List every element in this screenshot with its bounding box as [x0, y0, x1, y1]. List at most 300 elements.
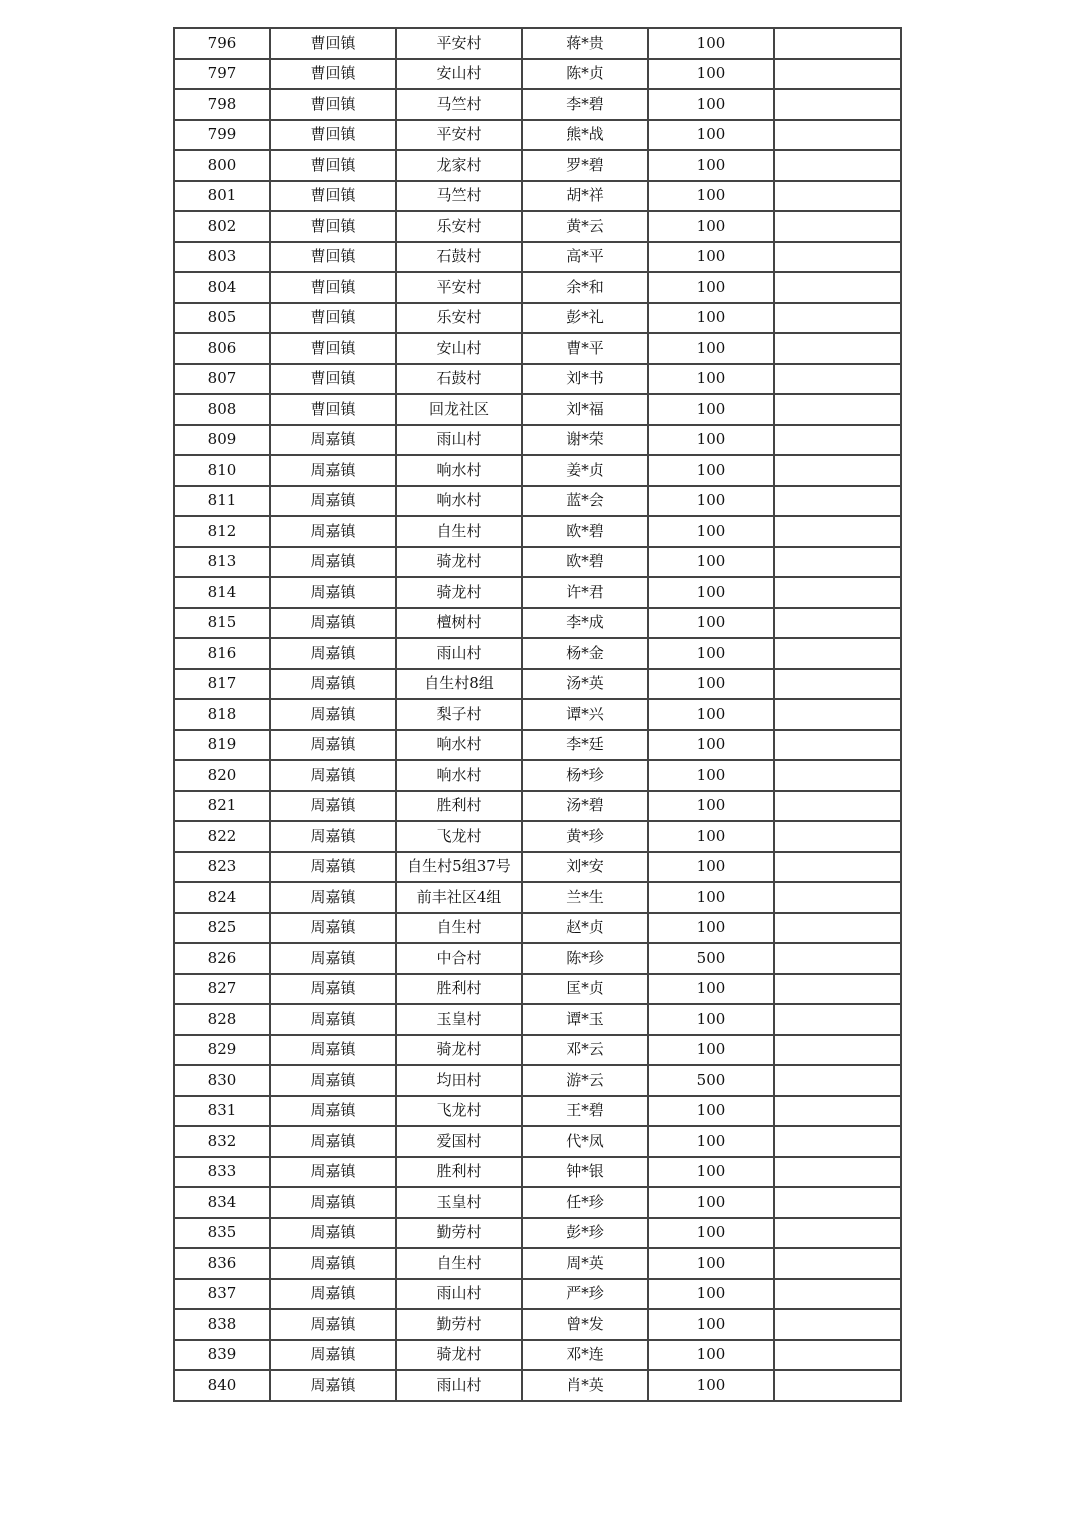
- amount-cell: 100: [648, 1279, 774, 1310]
- town-cell: 曹回镇: [270, 272, 396, 303]
- table-row: [174, 821, 901, 852]
- name-cell: 彭*珍: [522, 1218, 648, 1249]
- amount-cell: 100: [648, 974, 774, 1005]
- serial-number-cell: 814: [174, 577, 270, 608]
- table-row: [174, 272, 901, 303]
- amount-cell: 100: [648, 1340, 774, 1371]
- remark-cell: [774, 1218, 901, 1249]
- name-cell: 罗*碧: [522, 150, 648, 181]
- amount-cell: 100: [648, 272, 774, 303]
- village-cell: 勤劳村: [396, 1309, 522, 1340]
- town-cell: 曹回镇: [270, 59, 396, 90]
- serial-number-cell: 836: [174, 1248, 270, 1279]
- village-cell: 自生村: [396, 913, 522, 944]
- amount-cell: 100: [648, 791, 774, 822]
- village-cell: 平安村: [396, 28, 522, 59]
- amount-cell: 100: [648, 1218, 774, 1249]
- serial-number-cell: 831: [174, 1096, 270, 1127]
- village-cell: 石鼓村: [396, 242, 522, 273]
- town-cell: 周嘉镇: [270, 852, 396, 883]
- table-row: [174, 89, 901, 120]
- remark-cell: [774, 150, 901, 181]
- village-cell: 马竺村: [396, 181, 522, 212]
- serial-number-cell: 819: [174, 730, 270, 761]
- remark-cell: [774, 760, 901, 791]
- name-cell: 王*碧: [522, 1096, 648, 1127]
- village-cell: 飞龙村: [396, 1096, 522, 1127]
- town-cell: 周嘉镇: [270, 1309, 396, 1340]
- table-row: [174, 608, 901, 639]
- village-cell: 自生村: [396, 516, 522, 547]
- name-cell: 蒋*贵: [522, 28, 648, 59]
- table-row: [174, 913, 901, 944]
- name-cell: 谢*荣: [522, 425, 648, 456]
- town-cell: 曹回镇: [270, 181, 396, 212]
- amount-cell: 100: [648, 242, 774, 273]
- village-cell: 勤劳村: [396, 1218, 522, 1249]
- town-cell: 周嘉镇: [270, 1126, 396, 1157]
- remark-cell: [774, 730, 901, 761]
- amount-cell: 100: [648, 1004, 774, 1035]
- village-cell: 响水村: [396, 730, 522, 761]
- town-cell: 周嘉镇: [270, 821, 396, 852]
- name-cell: 严*珍: [522, 1279, 648, 1310]
- name-cell: 游*云: [522, 1065, 648, 1096]
- town-cell: 周嘉镇: [270, 455, 396, 486]
- serial-number-cell: 810: [174, 455, 270, 486]
- remark-cell: [774, 791, 901, 822]
- town-cell: 曹回镇: [270, 211, 396, 242]
- serial-number-cell: 839: [174, 1340, 270, 1371]
- serial-number-cell: 829: [174, 1035, 270, 1066]
- amount-cell: 100: [648, 577, 774, 608]
- remark-cell: [774, 882, 901, 913]
- serial-number-cell: 818: [174, 699, 270, 730]
- amount-cell: 100: [648, 821, 774, 852]
- serial-number-cell: 823: [174, 852, 270, 883]
- remark-cell: [774, 120, 901, 151]
- remark-cell: [774, 699, 901, 730]
- name-cell: 余*和: [522, 272, 648, 303]
- remark-cell: [774, 913, 901, 944]
- amount-cell: 100: [648, 89, 774, 120]
- name-cell: 李*廷: [522, 730, 648, 761]
- remark-cell: [774, 1096, 901, 1127]
- name-cell: 李*成: [522, 608, 648, 639]
- serial-number-cell: 827: [174, 974, 270, 1005]
- village-cell: 骑龙村: [396, 577, 522, 608]
- village-cell: 玉皇村: [396, 1187, 522, 1218]
- remark-cell: [774, 486, 901, 517]
- amount-cell: 100: [648, 1157, 774, 1188]
- amount-cell: 100: [648, 364, 774, 395]
- table-row: [174, 1065, 901, 1096]
- town-cell: 周嘉镇: [270, 1157, 396, 1188]
- village-cell: 响水村: [396, 455, 522, 486]
- remark-cell: [774, 1309, 901, 1340]
- serial-number-cell: 805: [174, 303, 270, 334]
- table-row: [174, 1309, 901, 1340]
- table-row: [174, 1035, 901, 1066]
- town-cell: 周嘉镇: [270, 943, 396, 974]
- amount-cell: 100: [648, 608, 774, 639]
- town-cell: 周嘉镇: [270, 760, 396, 791]
- name-cell: 彭*礼: [522, 303, 648, 334]
- serial-number-cell: 834: [174, 1187, 270, 1218]
- table-row: [174, 547, 901, 578]
- amount-cell: 100: [648, 760, 774, 791]
- amount-cell: 500: [648, 943, 774, 974]
- table-row: [174, 333, 901, 364]
- remark-cell: [774, 1340, 901, 1371]
- village-cell: 均田村: [396, 1065, 522, 1096]
- serial-number-cell: 806: [174, 333, 270, 364]
- amount-cell: 100: [648, 516, 774, 547]
- town-cell: 曹回镇: [270, 364, 396, 395]
- town-cell: 周嘉镇: [270, 791, 396, 822]
- table-row: [174, 943, 901, 974]
- serial-number-cell: 811: [174, 486, 270, 517]
- amount-cell: 100: [648, 150, 774, 181]
- table-row: [174, 1096, 901, 1127]
- village-cell: 雨山村: [396, 1370, 522, 1401]
- remark-cell: [774, 1065, 901, 1096]
- village-cell: 石鼓村: [396, 364, 522, 395]
- town-cell: 周嘉镇: [270, 1187, 396, 1218]
- village-cell: 自生村: [396, 1248, 522, 1279]
- table-row: [174, 28, 901, 59]
- town-cell: 周嘉镇: [270, 425, 396, 456]
- remark-cell: [774, 1004, 901, 1035]
- table-row: [174, 303, 901, 334]
- serial-number-cell: 798: [174, 89, 270, 120]
- village-cell: 平安村: [396, 120, 522, 151]
- village-cell: 梨子村: [396, 699, 522, 730]
- name-cell: 黄*云: [522, 211, 648, 242]
- remark-cell: [774, 211, 901, 242]
- name-cell: 欧*碧: [522, 547, 648, 578]
- amount-cell: 100: [648, 28, 774, 59]
- name-cell: 许*君: [522, 577, 648, 608]
- town-cell: 周嘉镇: [270, 1340, 396, 1371]
- remark-cell: [774, 852, 901, 883]
- village-cell: 马竺村: [396, 89, 522, 120]
- table-row: [174, 425, 901, 456]
- serial-number-cell: 822: [174, 821, 270, 852]
- remark-cell: [774, 394, 901, 425]
- table-row: [174, 486, 901, 517]
- serial-number-cell: 808: [174, 394, 270, 425]
- remark-cell: [774, 516, 901, 547]
- serial-number-cell: 803: [174, 242, 270, 273]
- village-cell: 回龙社区: [396, 394, 522, 425]
- name-cell: 任*珍: [522, 1187, 648, 1218]
- serial-number-cell: 800: [174, 150, 270, 181]
- table-row: [174, 120, 901, 151]
- remark-cell: [774, 1157, 901, 1188]
- amount-cell: 100: [648, 425, 774, 456]
- name-cell: 陈*贞: [522, 59, 648, 90]
- remark-cell: [774, 1370, 901, 1401]
- serial-number-cell: 824: [174, 882, 270, 913]
- serial-number-cell: 813: [174, 547, 270, 578]
- town-cell: 周嘉镇: [270, 699, 396, 730]
- table-row: [174, 791, 901, 822]
- serial-number-cell: 817: [174, 669, 270, 700]
- serial-number-cell: 830: [174, 1065, 270, 1096]
- remark-cell: [774, 943, 901, 974]
- town-cell: 曹回镇: [270, 242, 396, 273]
- serial-number-cell: 837: [174, 1279, 270, 1310]
- serial-number-cell: 835: [174, 1218, 270, 1249]
- town-cell: 周嘉镇: [270, 1370, 396, 1401]
- name-cell: 蓝*会: [522, 486, 648, 517]
- table-row: [174, 730, 901, 761]
- name-cell: 代*凤: [522, 1126, 648, 1157]
- village-cell: 骑龙村: [396, 1035, 522, 1066]
- town-cell: 曹回镇: [270, 394, 396, 425]
- serial-number-cell: 840: [174, 1370, 270, 1401]
- name-cell: 曹*平: [522, 333, 648, 364]
- serial-number-cell: 802: [174, 211, 270, 242]
- name-cell: 熊*战: [522, 120, 648, 151]
- village-cell: 骑龙村: [396, 1340, 522, 1371]
- town-cell: 周嘉镇: [270, 608, 396, 639]
- remark-cell: [774, 59, 901, 90]
- table-row: [174, 59, 901, 90]
- amount-cell: 100: [648, 1309, 774, 1340]
- serial-number-cell: 833: [174, 1157, 270, 1188]
- name-cell: 谭*玉: [522, 1004, 648, 1035]
- name-cell: 汤*英: [522, 669, 648, 700]
- name-cell: 邓*云: [522, 1035, 648, 1066]
- remark-cell: [774, 1248, 901, 1279]
- serial-number-cell: 816: [174, 638, 270, 669]
- town-cell: 周嘉镇: [270, 638, 396, 669]
- name-cell: 杨*珍: [522, 760, 648, 791]
- table-row: [174, 242, 901, 273]
- village-cell: 前丰社区4组: [396, 882, 522, 913]
- amount-cell: 100: [648, 1096, 774, 1127]
- serial-number-cell: 807: [174, 364, 270, 395]
- town-cell: 周嘉镇: [270, 577, 396, 608]
- town-cell: 曹回镇: [270, 28, 396, 59]
- remark-cell: [774, 1126, 901, 1157]
- serial-number-cell: 804: [174, 272, 270, 303]
- village-cell: 檀树村: [396, 608, 522, 639]
- serial-number-cell: 815: [174, 608, 270, 639]
- remark-cell: [774, 821, 901, 852]
- remark-cell: [774, 455, 901, 486]
- serial-number-cell: 828: [174, 1004, 270, 1035]
- village-cell: 胜利村: [396, 974, 522, 1005]
- remark-cell: [774, 181, 901, 212]
- town-cell: 周嘉镇: [270, 913, 396, 944]
- remark-cell: [774, 547, 901, 578]
- name-cell: 汤*碧: [522, 791, 648, 822]
- village-cell: 响水村: [396, 760, 522, 791]
- town-cell: 曹回镇: [270, 89, 396, 120]
- table-row: [174, 455, 901, 486]
- amount-cell: 100: [648, 486, 774, 517]
- table-row: [174, 699, 901, 730]
- table-row: [174, 1370, 901, 1401]
- serial-number-cell: 820: [174, 760, 270, 791]
- table-row: [174, 1004, 901, 1035]
- name-cell: 李*碧: [522, 89, 648, 120]
- name-cell: 姜*贞: [522, 455, 648, 486]
- village-cell: 飞龙村: [396, 821, 522, 852]
- table-row: [174, 882, 901, 913]
- table-row: [174, 1157, 901, 1188]
- serial-number-cell: 825: [174, 913, 270, 944]
- town-cell: 周嘉镇: [270, 669, 396, 700]
- name-cell: 周*英: [522, 1248, 648, 1279]
- village-cell: 自生村5组37号: [396, 852, 522, 883]
- remark-cell: [774, 1035, 901, 1066]
- amount-cell: 500: [648, 1065, 774, 1096]
- amount-cell: 100: [648, 394, 774, 425]
- village-cell: 乐安村: [396, 211, 522, 242]
- town-cell: 曹回镇: [270, 150, 396, 181]
- name-cell: 肖*英: [522, 1370, 648, 1401]
- data-table: [173, 27, 902, 1402]
- table-row: [174, 1126, 901, 1157]
- village-cell: 响水村: [396, 486, 522, 517]
- village-cell: 安山村: [396, 59, 522, 90]
- name-cell: 刘*安: [522, 852, 648, 883]
- table-row: [174, 394, 901, 425]
- name-cell: 兰*生: [522, 882, 648, 913]
- table-row: [174, 577, 901, 608]
- serial-number-cell: 826: [174, 943, 270, 974]
- village-cell: 胜利村: [396, 791, 522, 822]
- name-cell: 匡*贞: [522, 974, 648, 1005]
- amount-cell: 100: [648, 852, 774, 883]
- table-row: [174, 364, 901, 395]
- remark-cell: [774, 242, 901, 273]
- village-cell: 骑龙村: [396, 547, 522, 578]
- name-cell: 曾*发: [522, 1309, 648, 1340]
- amount-cell: 100: [648, 120, 774, 151]
- serial-number-cell: 797: [174, 59, 270, 90]
- town-cell: 周嘉镇: [270, 974, 396, 1005]
- amount-cell: 100: [648, 730, 774, 761]
- village-cell: 中合村: [396, 943, 522, 974]
- amount-cell: 100: [648, 455, 774, 486]
- town-cell: 曹回镇: [270, 120, 396, 151]
- town-cell: 周嘉镇: [270, 1248, 396, 1279]
- table-row: [174, 852, 901, 883]
- amount-cell: 100: [648, 882, 774, 913]
- name-cell: 高*平: [522, 242, 648, 273]
- town-cell: 曹回镇: [270, 303, 396, 334]
- remark-cell: [774, 577, 901, 608]
- village-cell: 雨山村: [396, 638, 522, 669]
- village-cell: 自生村8组: [396, 669, 522, 700]
- amount-cell: 100: [648, 669, 774, 700]
- table-row: [174, 760, 901, 791]
- amount-cell: 100: [648, 181, 774, 212]
- village-cell: 胜利村: [396, 1157, 522, 1188]
- table-row: [174, 181, 901, 212]
- town-cell: 周嘉镇: [270, 1096, 396, 1127]
- remark-cell: [774, 28, 901, 59]
- village-cell: 雨山村: [396, 1279, 522, 1310]
- village-cell: 玉皇村: [396, 1004, 522, 1035]
- amount-cell: 100: [648, 699, 774, 730]
- town-cell: 曹回镇: [270, 333, 396, 364]
- name-cell: 刘*福: [522, 394, 648, 425]
- village-cell: 安山村: [396, 333, 522, 364]
- name-cell: 黄*珍: [522, 821, 648, 852]
- serial-number-cell: 809: [174, 425, 270, 456]
- amount-cell: 100: [648, 1187, 774, 1218]
- table-row: [174, 1340, 901, 1371]
- remark-cell: [774, 333, 901, 364]
- table-row: [174, 974, 901, 1005]
- table-row: [174, 516, 901, 547]
- remark-cell: [774, 638, 901, 669]
- name-cell: 钟*银: [522, 1157, 648, 1188]
- table-body: [174, 28, 901, 1401]
- remark-cell: [774, 303, 901, 334]
- serial-number-cell: 796: [174, 28, 270, 59]
- amount-cell: 100: [648, 1126, 774, 1157]
- serial-number-cell: 801: [174, 181, 270, 212]
- name-cell: 杨*金: [522, 638, 648, 669]
- town-cell: 周嘉镇: [270, 486, 396, 517]
- serial-number-cell: 821: [174, 791, 270, 822]
- table-row: [174, 1187, 901, 1218]
- remark-cell: [774, 89, 901, 120]
- amount-cell: 100: [648, 913, 774, 944]
- town-cell: 周嘉镇: [270, 516, 396, 547]
- name-cell: 陈*珍: [522, 943, 648, 974]
- amount-cell: 100: [648, 333, 774, 364]
- town-cell: 周嘉镇: [270, 1065, 396, 1096]
- village-cell: 平安村: [396, 272, 522, 303]
- table-row: [174, 150, 901, 181]
- remark-cell: [774, 669, 901, 700]
- amount-cell: 100: [648, 638, 774, 669]
- village-cell: 爱国村: [396, 1126, 522, 1157]
- serial-number-cell: 832: [174, 1126, 270, 1157]
- town-cell: 周嘉镇: [270, 1004, 396, 1035]
- village-cell: 雨山村: [396, 425, 522, 456]
- town-cell: 周嘉镇: [270, 1035, 396, 1066]
- amount-cell: 100: [648, 303, 774, 334]
- amount-cell: 100: [648, 1248, 774, 1279]
- town-cell: 周嘉镇: [270, 882, 396, 913]
- name-cell: 邓*连: [522, 1340, 648, 1371]
- name-cell: 刘*书: [522, 364, 648, 395]
- table-row: [174, 1279, 901, 1310]
- town-cell: 周嘉镇: [270, 1218, 396, 1249]
- table-row: [174, 669, 901, 700]
- amount-cell: 100: [648, 1035, 774, 1066]
- name-cell: 赵*贞: [522, 913, 648, 944]
- table-row: [174, 638, 901, 669]
- name-cell: 胡*祥: [522, 181, 648, 212]
- amount-cell: 100: [648, 547, 774, 578]
- amount-cell: 100: [648, 1370, 774, 1401]
- remark-cell: [774, 1279, 901, 1310]
- name-cell: 谭*兴: [522, 699, 648, 730]
- name-cell: 欧*碧: [522, 516, 648, 547]
- village-cell: 龙家村: [396, 150, 522, 181]
- remark-cell: [774, 1187, 901, 1218]
